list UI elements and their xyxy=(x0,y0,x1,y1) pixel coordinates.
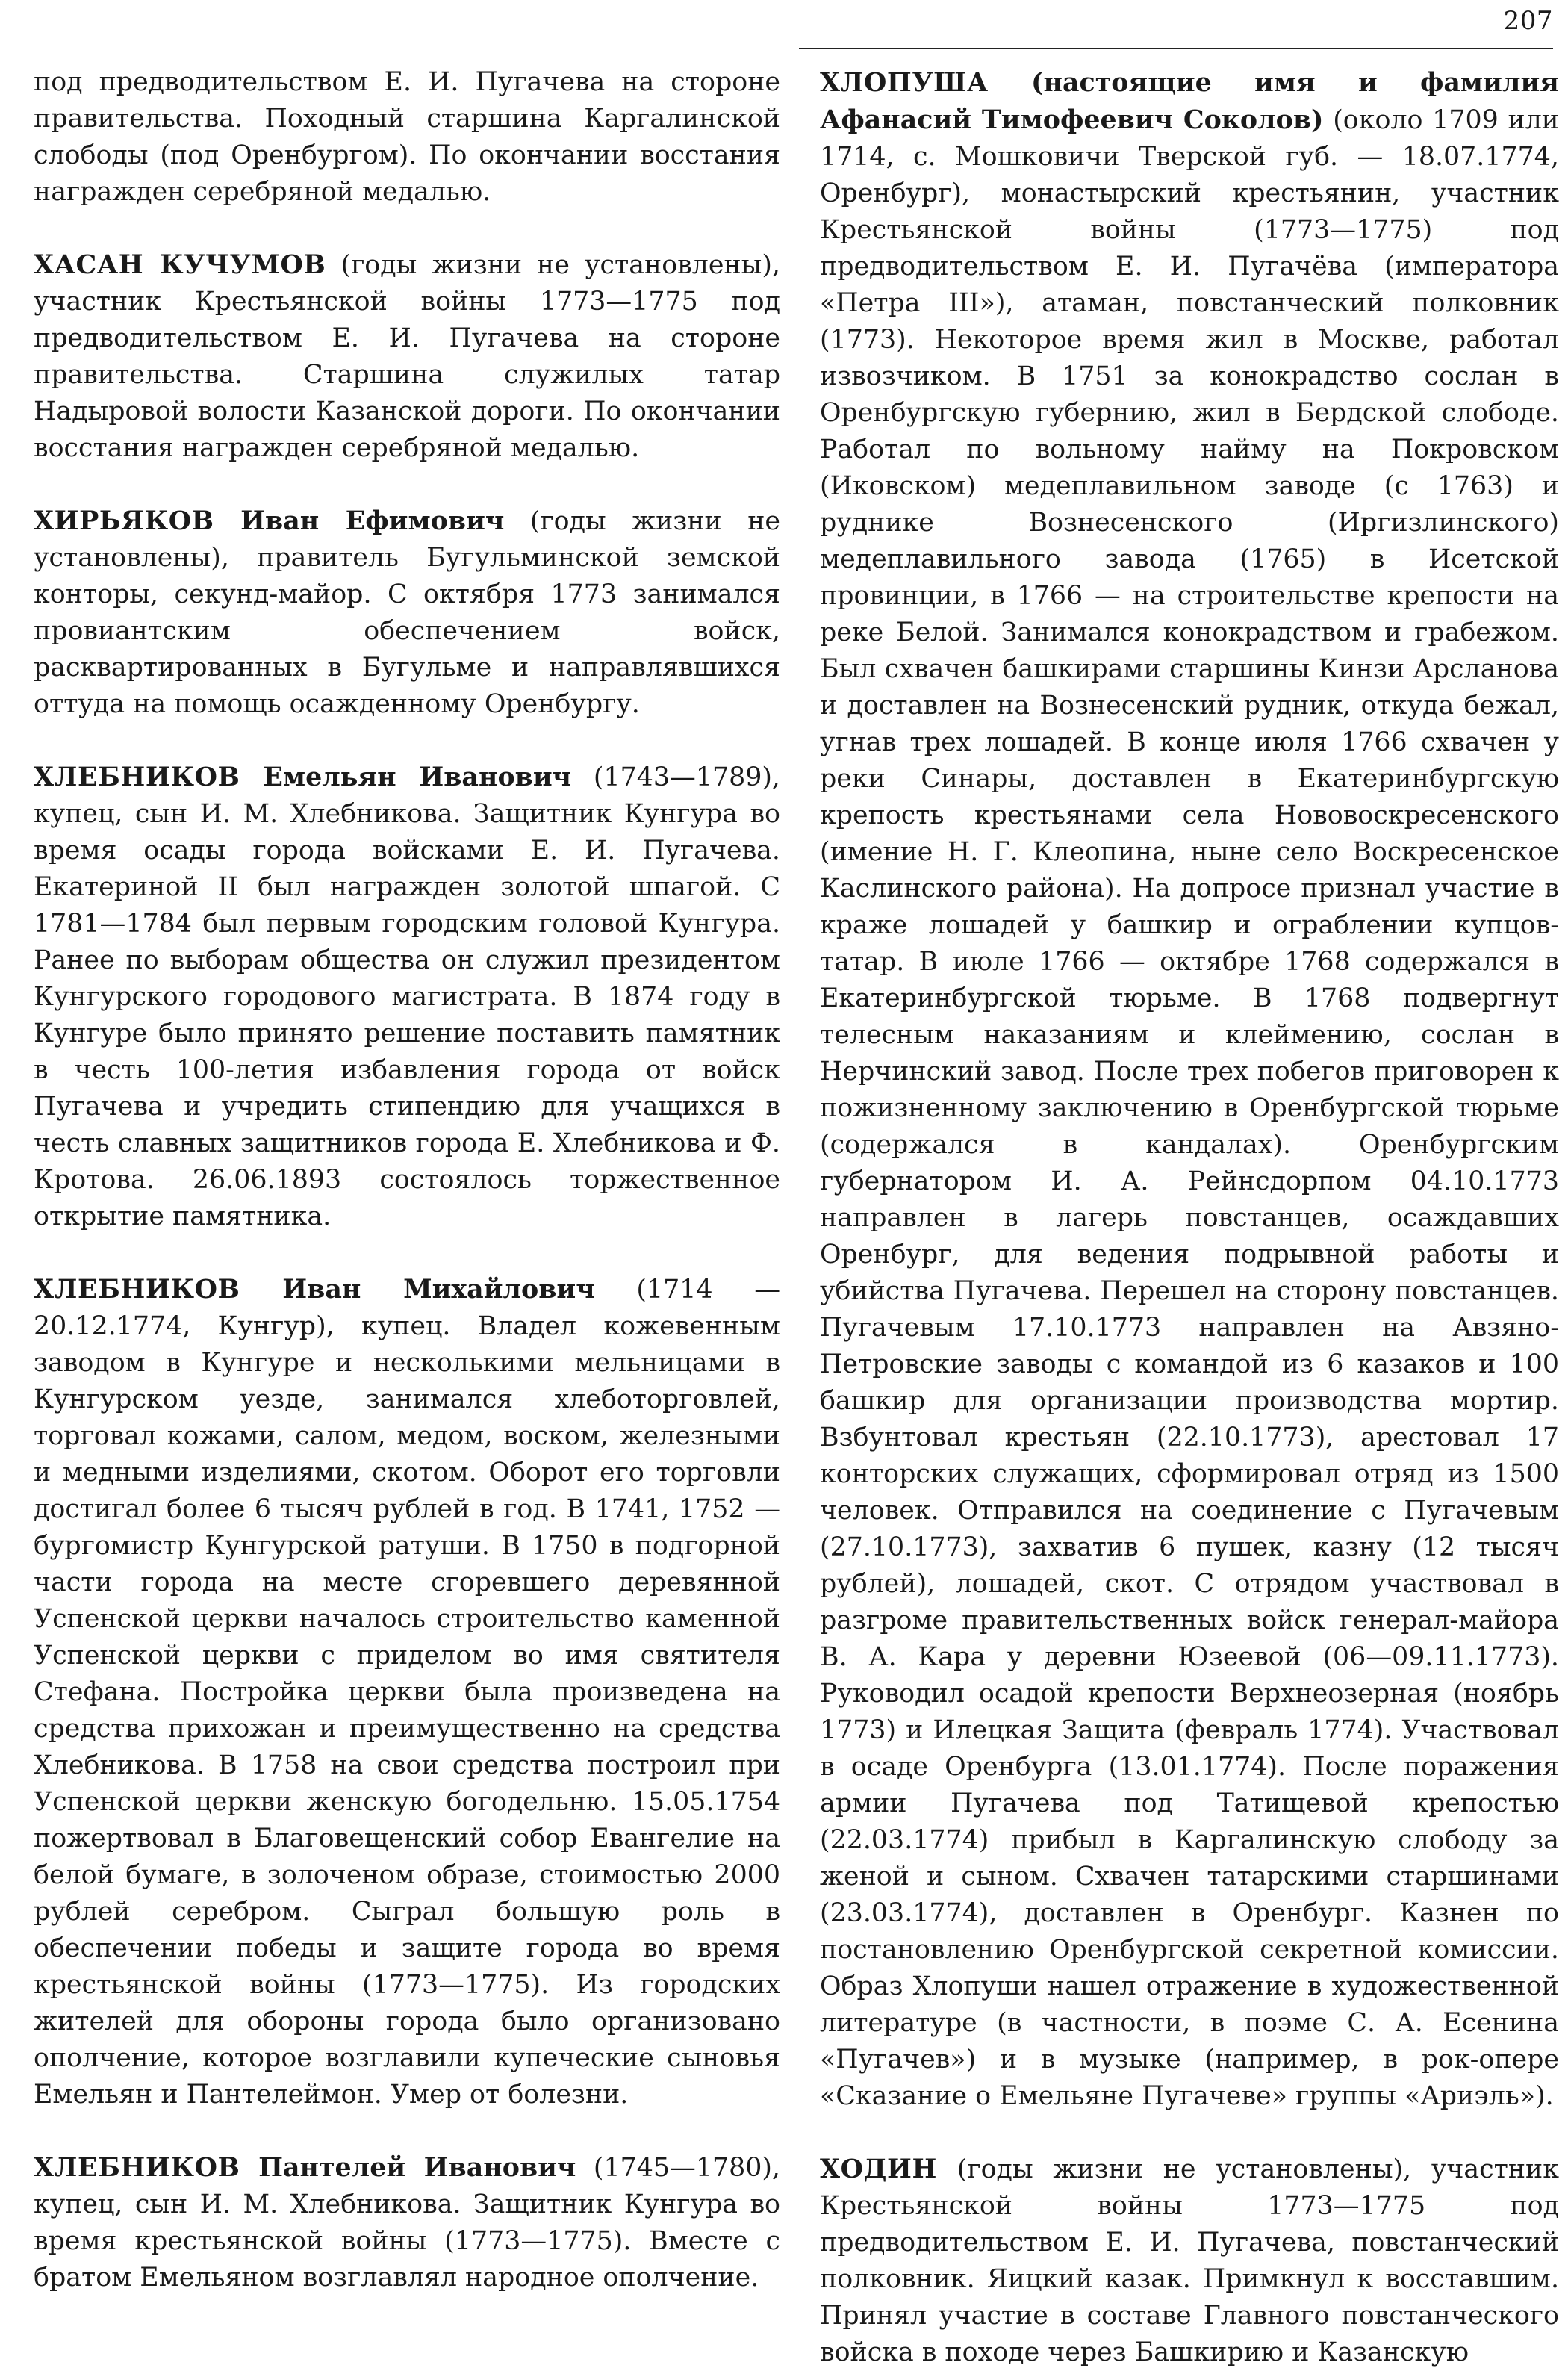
entry-text: (годы жизни не установлены), участник Крестьянской войны 1773—1775 под предводительством Е. И. Пугачева на стороне правительства. Старшина служилых татар Надыровой волости Казанской дороги. По окончании восстания награжден серебряной медалью. xyxy=(34,250,780,463)
entry-text: (1743—1789), купец, сын И. М. Хлебникова. Защитник Кунгура во время осады города войсками Е. И. Пугачева. Екатериной II был награжден золотой шпагой. С 1781—1784 был первым городским головой Кунгура. Ранее по выборам общества он служил президентом Кунгурского городового магистрата. В 1874 году в Кунгуре было принято решение поставить памятник в честь 100-летия избавления города от войск Пугачева и учредить стипендию для учащихся в честь славных защитников города Е. Хлебникова и Ф. Кротова. 26.06.1893 состоялось торжественное открытие памятника. xyxy=(34,762,780,1231)
entry-khlopusha xyxy=(820,64,1559,2115)
entry-khlebnikov-ivan xyxy=(34,1271,780,2113)
entry-headword: ХЛЕБНИКОВ xyxy=(34,762,240,792)
entry-text: (1714 — 20.12.1774, Кунгур), купец. Владел кожевенным заводом в Кунгуре и несколькими мельницами в Кунгурском уезде, занимался хлеботорговлей, торговал кожами, салом, медом, воском, железными и медными изделиями, скотом. Оборот его торговли достигал более 6 тысяч рублей в год. В 1741, 1752 — бургомистр Кунгурской ратуши. В 1750 в подгорной части города на месте сгоревшего деревянной Успенской церкви началось строительство каменной Успенской церкви с приделом во имя святителя Стефана. Постройка церкви была произведена на средства прихожан и преимущественно на средства Хлебникова. В 1758 на свои средства построил при Успенской церкви женскую богодельню. 15.05.1754 пожертвовал в Благовещенский собор Евангелие на белой бумаге, в золоченом образе, стоимостью 2000 рублей серебром. Сыграл большую роль в обеспечении победы и защите города во время крестьянской войны (1773—1775). Из городских жителей для обороны города было организовано ополчение, которое возглавили купеческие сыновья Емельян и Пантелеймон. Умер от болезни. xyxy=(34,1275,780,2110)
entry-headword: ХАСАН КУЧУМОВ xyxy=(34,249,326,280)
entry-continuation xyxy=(34,64,780,211)
right-column xyxy=(820,64,1559,2371)
entry-headword: ХЛЕБНИКОВ xyxy=(34,2152,240,2183)
entry-khiryakov xyxy=(34,503,780,723)
page-number: 207 xyxy=(1503,6,1553,36)
entry-given-names: Пантелей Иванович xyxy=(240,2152,576,2183)
entry-headword: ХЛОПУША xyxy=(820,67,989,98)
header-rule xyxy=(799,48,1553,49)
entry-text: (1745—1780), купец, сын И. М. Хлебникова. Защитник Кунгура во время крестьянской войны (1773—1775). Вместе с братом Емельяном возглавлял народное ополчение. xyxy=(34,2153,780,2293)
entry-headword: ХЛЕБНИКОВ xyxy=(34,1274,240,1305)
entry-headword: ХОДИН xyxy=(820,2154,938,2184)
entry-headword: ХИРЬЯКОВ xyxy=(34,506,214,536)
entry-khasan-kuchumov xyxy=(34,246,780,467)
entry-given-names: Иван Михайлович xyxy=(240,1274,595,1305)
entry-text: (годы жизни не установлены), правитель Бугульминской земской конторы, секунд-майор. С октября 1773 занимался провиантским обеспечением войск, расквартированных в Бугульме и направлявшихся оттуда на помощь осажденному Оренбургу. xyxy=(34,506,780,719)
entry-khodin xyxy=(820,2151,1559,2371)
entry-given-names: Емельян Иванович xyxy=(240,762,572,792)
entry-text: под предводительством Е. И. Пугачева на стороне правительства. Походный старшина Каргалинской слободы (под Оренбургом). По окончании восстания награжден серебряной медалью. xyxy=(34,67,780,207)
entry-khlebnikov-emelyan xyxy=(34,759,780,1235)
entry-given-names: Иван Ефимович xyxy=(214,506,505,536)
entry-text: (годы жизни не установлены), участник Крестьянской войны 1773—1775 под предводительством Е. И. Пугачева, повстанческий полковник. Яицкий казак. Примкнул к восставшим. Принял участие в составе Главного повстанческого войска в походе через Башкирию и Казанскую xyxy=(820,2154,1559,2367)
left-column xyxy=(34,64,780,2296)
entry-text: (около 1709 или 1714, с. Мошковичи Тверской губ. — 18.07.1774, Оренбург), монастырский крестьянин, участник Крестьянской войны (1773—1775) под предводительством Е. И. Пугачёва (императора «Петра III»), атаман, повстанческий полковник (1773). Некоторое время жил в Москве, работал извозчиком. В 1751 за конокрадство сослан в Оренбургскую губернию, жил в Бердской слободе. Работал по вольному найму на Покровском (Иковском) медеплавильном заводе (с 1763) и руднике Вознесенского (Иргизлинского) медеплавильного завода (1765) в Исетской провинции, в 1766 — на строительстве крепости на реке Белой. Занимался конокрадством и грабежом. Был схвачен башкирами старшины Кинзи Арсланова и доставлен на Вознесенский рудник, откуда бежал, угнав трех лошадей. В конце июля 1766 схвачен у реки Синары, доставлен в Екатеринбургскую крепость крестьянами села Нововоскресенского (имение Н. Г. Клеопина, ныне село Воскресенское Каслинского района). На допросе признал участие в краже лошадей у башкир и ограблении купцов-татар. В июле 1766 — октябре 1768 содержался в Екатеринбургской тюрьме. В 1768 подвергнут телесным наказаниям и клеймению, сослан в Нерчинский завод. После трех побегов приговорен к пожизненному заключению в Оренбургской тюрьме (содержался в кандалах). Оренбургским губернатором И. А. Рейнсдорпом 04.10.1773 направлен в лагерь повстанцев, осаждавших Оренбург, для ведения подрывной работы и убийства Пугачева. Перешел на сторону повстанцев. Пугачевым 17.10.1773 направлен на Авзяно-Петровские заводы с командой из 6 казаков и 100 башкир для организации производства мортир. Взбунтовал крестьян (22.10.1773), арестовал 17 конторских служащих, сформировал отряд из 1500 человек. Отправился на соединение с Пугачевым (27.10.1773), захватив 6 пушек, казну (12 тысяч рублей), лошадей, скот. С отрядом участвовал в разгроме правительственных войск генерал-майора В. А. Кара у деревни Юзеевой (06—09.11.1773). Руководил осадой крепости Верхнеозерная (ноябрь 1773) и Илецкая Защита (февраль 1774). Участвовал в осаде Оренбурга (13.01.1774). После поражения армии Пугачева под Татищевой крепостью (22.03.1774) прибыл в Каргалинскую слободу за женой и сыном. Схвачен татарскими старшинами (23.03.1774), доставлен в Оренбург. Казнен по постановлению Оренбургской секретной комиссии. Образ Хлопуши нашел отражение в художественной литературе (в частности, в поэме С. А. Есенина «Пугачев») и в музыке (например, в рок-опере «Сказание о Емельяне Пугачеве» группы «Ариэль»). xyxy=(820,105,1559,2111)
page-header xyxy=(799,0,1553,64)
entry-given-names: (настоящие имя и фамилия Афанасий Тимофеевич Соколов) xyxy=(820,67,1559,135)
entry-khlebnikov-panteley xyxy=(34,2149,780,2296)
